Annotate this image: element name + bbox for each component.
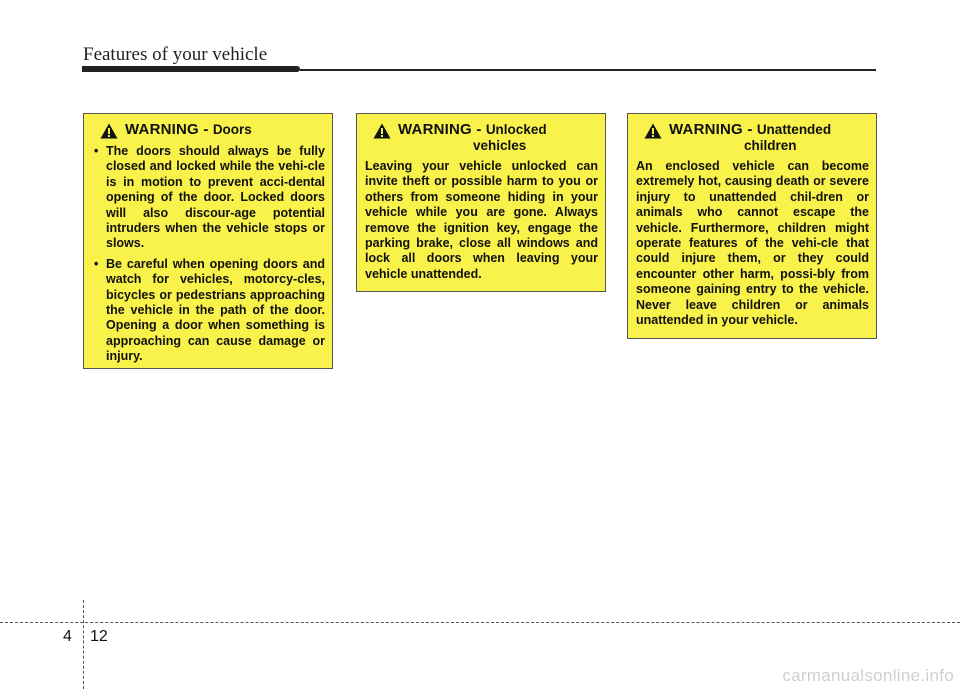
- warning-subject: Unlocked: [485, 122, 547, 137]
- watermark: carmanualsonline.info: [782, 666, 954, 685]
- warning-body: Leaving your vehicle unlocked can invite theft or possible harm to you or others from someone hiding in your vehicle while you are gone. Always remove the ignition key, engage the parking brake, close all windows and lock all doors when leaving your vehicle unattended.: [365, 159, 598, 281]
- warning-subject-continued: vehicles: [473, 138, 527, 153]
- list-item: • The doors should always be fully closed and locked while the vehi-cle is in motion to prevent acci-dental opening of the door. Locked doors will also discour-age potential intruders when the vehicle stops or slows.: [92, 144, 325, 252]
- warning-keyword: WARNING: [669, 121, 743, 138]
- warning-subject: Unattended: [756, 122, 832, 137]
- warning-separator: -: [203, 121, 209, 138]
- warning-box-unattended-children: [627, 113, 877, 339]
- warning-body: An enclosed vehicle can become extremely hot, causing death or severe injury to unattended chil-dren or animals who cannot escape the vehicle. Furthermore, children might operate features of the vehi-cle that could injure them, or they could encounter other harm, possi-bly from someone gaining entry to the vehicle. Never leave children or animals unattended in your vehicle.: [636, 159, 869, 328]
- warning-subject-continued: children: [744, 138, 797, 153]
- warning-keyword: WARNING: [125, 121, 199, 138]
- warning-heading: [373, 122, 598, 154]
- warning-subject: Doors: [212, 122, 252, 137]
- warning-triangle-icon: [100, 123, 118, 139]
- list-item: • Be careful when opening doors and watch for vehicles, motorcy-cles, bicycles or pedestrians approaching the vehicle in the path of the door. Opening a door when something is approaching can cause damage or injury.: [92, 257, 325, 365]
- warning-box-unlocked-vehicles: [356, 113, 606, 292]
- warning-heading: [644, 122, 869, 154]
- warning-triangle-icon: [644, 123, 662, 139]
- section-title: Features of your vehicle: [83, 44, 268, 65]
- header-rule-thin: [300, 69, 876, 71]
- footer-dotted-rule: [0, 622, 960, 623]
- warning-separator: -: [476, 121, 482, 138]
- footer-dotted-divider: [83, 600, 84, 689]
- page-number: 12: [90, 628, 108, 645]
- chapter-number: 4: [63, 628, 72, 645]
- warning-box-doors: [83, 113, 333, 369]
- warning-keyword: WARNING: [398, 121, 472, 138]
- header-rule-thick: [82, 66, 300, 72]
- warning-heading: [100, 122, 325, 139]
- warning-triangle-icon: [373, 123, 391, 139]
- warning-separator: -: [747, 121, 753, 138]
- warning-bullet-list: [92, 144, 325, 365]
